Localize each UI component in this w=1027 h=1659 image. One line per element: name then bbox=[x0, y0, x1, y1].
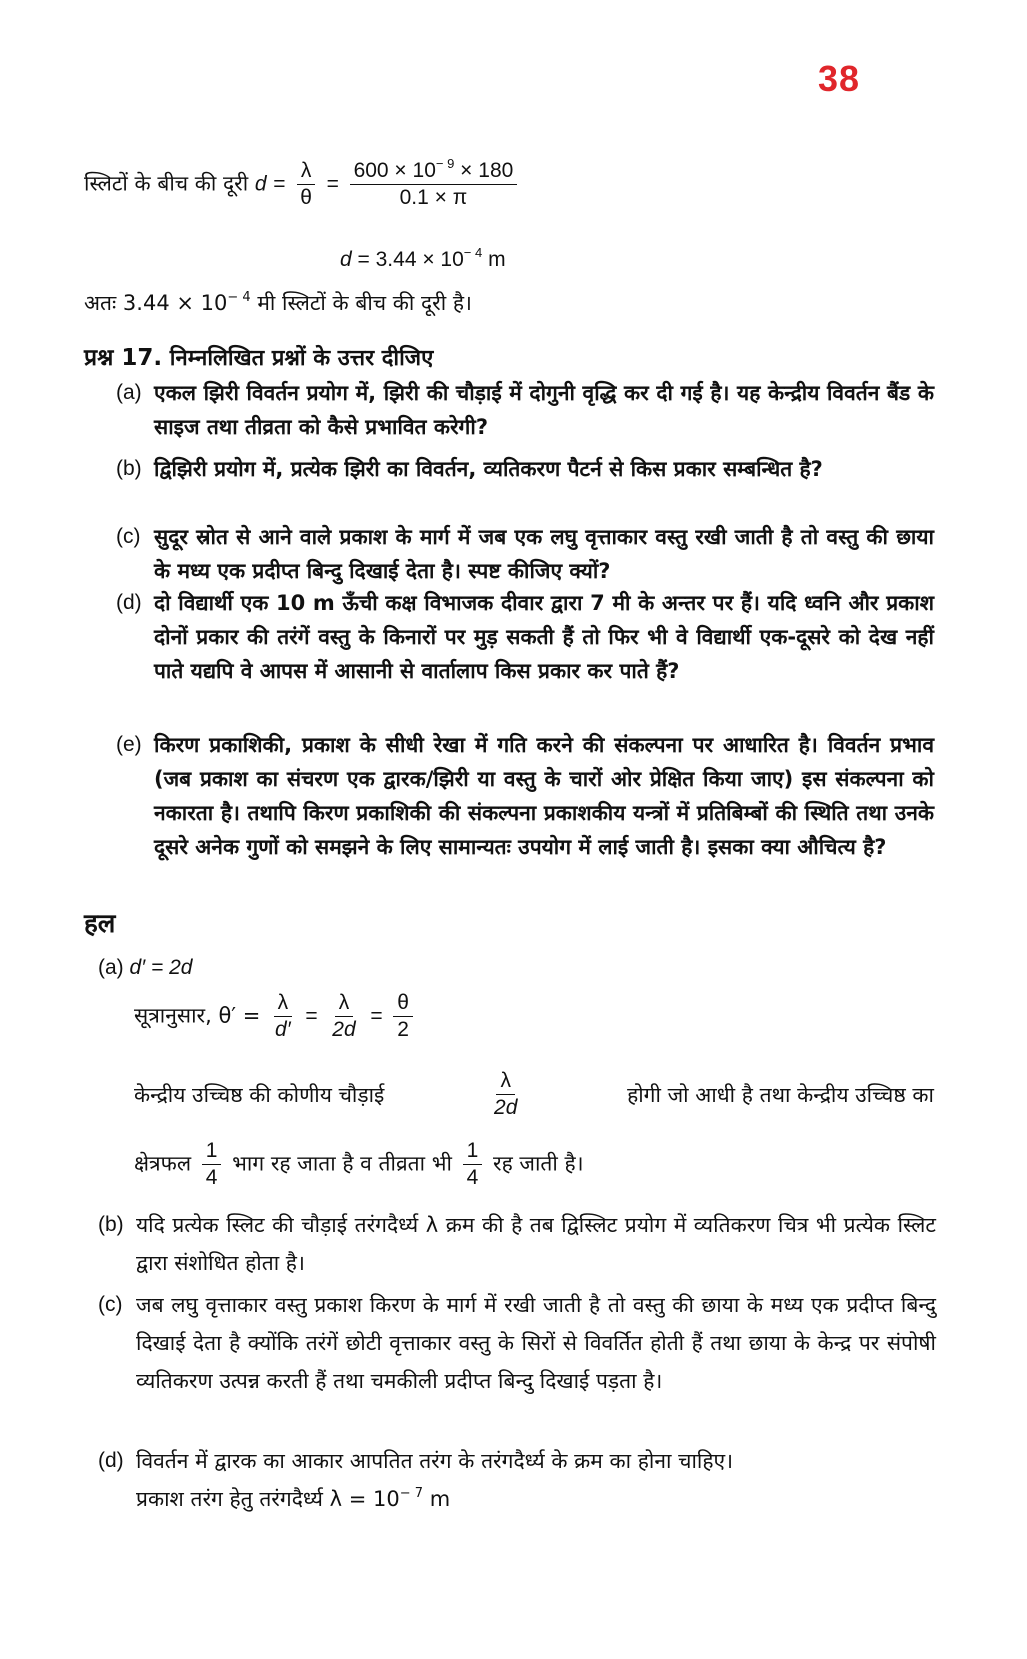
fraction-lambda-dprime: $\frac{\lambda}{d'}$ bbox=[275, 991, 291, 1041]
question-item-e: (e) किरण प्रकाशिकी, प्रकाश के सीधी रेखा में गति करने की संकल्पना पर आधारित है। विवर्तन प्रभाव (जब प्रकाश का संचरण एक द्वारक/झिरी या वस्तु के चारों ओर प्रेक्षित किया जाए) इस संकल्पना को नकारता है। तथापि किरण प्रकाशिकी की संकल्पना प्रकाशकीय यन्त्रों में प्रतिबिम्बों की स्थिति तथा उनके दूसरे अनेक गुणों को समझने के लिए सामान्यतः उपयोग में लाई जाती है। इसका क्या औचित्य है? bbox=[116, 733, 934, 859]
page-number: 38 bbox=[818, 58, 861, 99]
solution-item-d: (d) विवर्तन में द्वारक का आकार आपतित तरंग के तरंगदैर्ध्य के क्रम का होना चाहिए। प्रकाश तरंग हेतु तरंगदैर्ध्य $\lambda = 10^{- 7}$ m bbox=[98, 1442, 936, 1518]
solution-a-equation: (a) d′ = 2d bbox=[98, 956, 193, 979]
question-heading bbox=[84, 342, 433, 375]
fraction-angular-width: $\frac{\lambda}{2d}$ bbox=[494, 1069, 518, 1119]
fraction-lambda-theta: $\frac{\lambda}{\theta}$ bbox=[296, 158, 316, 211]
fraction-area: $\frac{1}{4}$ bbox=[202, 1138, 222, 1191]
slit-distance-result: $d = 3.44 \times 10^{- 4}$ m bbox=[340, 245, 506, 271]
question-item-d: (d) दो विद्यार्थी एक 10 m ऊँची कक्ष विभाजक दीवार द्वारा 7 मी के अन्तर पर हैं। यदि ध्वनि और प्रकाश दोनों प्रकार की तरंगें वस्तु के किनारों पर मुड़ सकती हैं तो फिर भी वे विद्यार्थी एक-दूसरे को देख नहीं पाते यद्यपि वे आपस में आसानी से वार्तालाप किस प्रकार कर पाते हैं? bbox=[116, 591, 934, 683]
wavelength-line: प्रकाश तरंग हेतु तरंगदैर्ध्य $\lambda = 10^{- 7}$ m bbox=[136, 1486, 451, 1511]
slit-distance-line: स्लिटों के बीच की दूरी d = $\frac{\lambda}{\theta}$ = $\frac{600 \times 10^{- 9} \times 180}{0.1 \times \pi}$ bbox=[84, 158, 521, 211]
question-item-b: (b) द्विझिरी प्रयोग में, प्रत्येक झिरी का विवर्तन, व्यतिकरण पैटर्न से किस प्रकार सम्बन्धित है? bbox=[116, 457, 823, 481]
solution-heading: हल bbox=[84, 909, 116, 939]
slit-distance-label: स्लिटों के बीच की दूरी bbox=[84, 171, 249, 196]
fraction-intensity: $\frac{1}{4}$ bbox=[463, 1138, 483, 1191]
fraction-slit-distance: $\frac{600 \times 10^{- 9} \times 180}{0.1 \times \pi}$ bbox=[350, 158, 518, 211]
question-item-c: (c) सुदूर स्रोत से आने वाले प्रकाश के मार्ग में जब एक लघु वृत्ताकार वस्तु रखी जाती है तो वस्तु की छाया के मध्य एक प्रदीप्त बिन्दु दिखाई देता है। स्पष्ट कीजिए क्यों? bbox=[116, 525, 934, 583]
fraction-theta-2: $\frac{\theta}{2}$ bbox=[393, 990, 413, 1043]
solution-a-area: क्षेत्रफल $\frac{1}{4}$ भाग रह जाता है व तीव्रता भी $\frac{1}{4}$ रह जाती है। bbox=[134, 1139, 584, 1189]
solution-item-b: (b) यदि प्रत्येक स्लिट की चौड़ाई तरंगदैर्ध्य λ क्रम की है तब द्विस्लिट प्रयोग में व्यतिकरण चित्र भी प्रत्येक स्लिट द्वारा संशोधित होता है। bbox=[98, 1213, 936, 1275]
var-d: d bbox=[254, 172, 267, 196]
fraction-lambda-2d: $\frac{\lambda}{2d}$ bbox=[332, 991, 356, 1041]
question-item-a: (a) एकल झिरी विवर्तन प्रयोग में, झिरी की चौड़ाई में दोगुनी वृद्धि कर दी गई है। यह केन्द्रीय विवर्तन बैंड के साइज तथा तीव्रता को कैसे प्रभावित करेगी? bbox=[116, 381, 934, 439]
solution-a-formula: सूत्रानुसार, θ′ = $\frac{\lambda}{d'}$ = $\frac{\lambda}{2d}$ = $\frac{\theta}{2}$ bbox=[134, 990, 417, 1043]
question-title: निम्नलिखित प्रश्नों के उत्तर दीजिए bbox=[169, 346, 434, 371]
question-label: प्रश्न 17. bbox=[84, 345, 163, 371]
solution-a-width: केन्द्रीय उच्चिष्ठ की कोणीय चौड़ाई $\frac{\lambda}{2d}$ होगी जो आधी है तथा केन्द्रीय उच्चिष्ठ का bbox=[134, 1069, 934, 1119]
solution-item-c: (c) जब लघु वृत्ताकार वस्तु प्रकाश किरण के मार्ग में रखी जाती है तो वस्तु की छाया के मध्य एक प्रदीप्त बिन्दु दिखाई देता है क्योंकि तरंगें छोटी वृत्ताकार वस्तु के सिरों से विवर्तित होती हैं तथा छाया के केन्द्र पर संपोषी व्यतिकरण उत्पन्न करती हैं तथा चमकीली प्रदीप्त बिन्दु दिखाई पड़ता है। bbox=[98, 1293, 936, 1393]
slit-distance-conclusion: अतः $3.44 \times 10^{- 4}$ मी स्लिटों के बीच की दूरी है। bbox=[84, 290, 472, 315]
